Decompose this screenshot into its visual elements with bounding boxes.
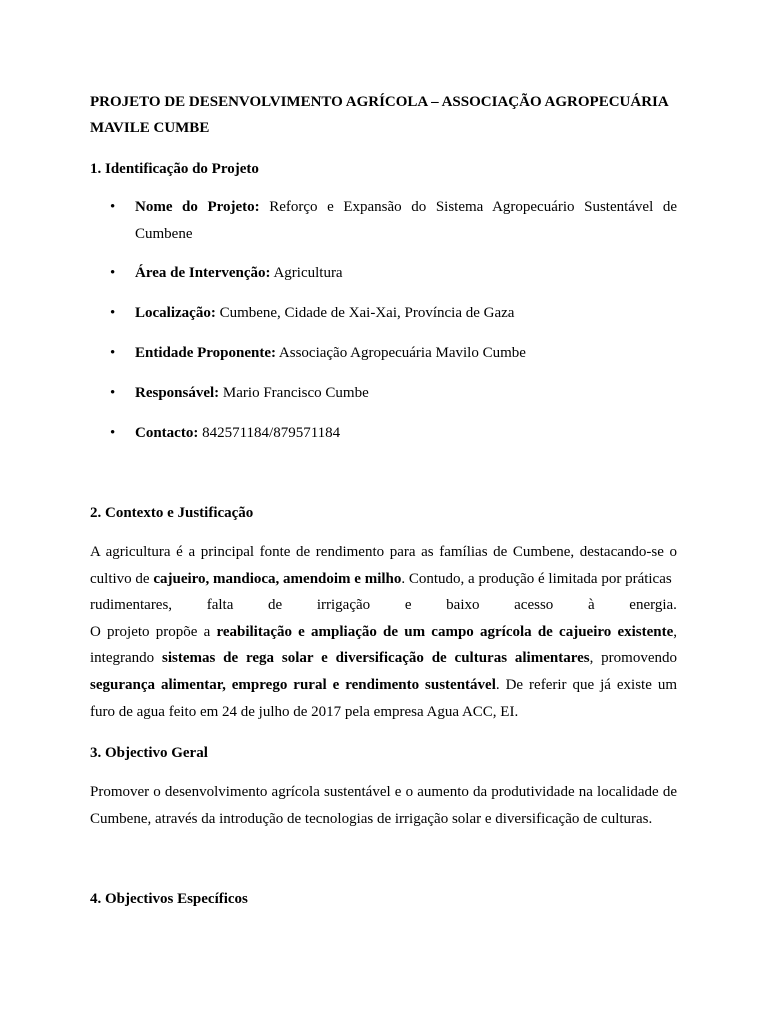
text-run: . De referir que já existe um furo de agua feito em 24 de julho de 2017 pela empresa Agua ACC, EI. [90, 676, 677, 720]
crops-emphasis: cajueiro, mandioca, amendoim e milho [153, 570, 402, 587]
item-label: Área de Intervenção: [135, 265, 271, 281]
text-run: , promovendo [589, 650, 677, 667]
emphasis: segurança alimentar, emprego rural e rendimento sustentável [90, 676, 496, 693]
objective-body [90, 779, 677, 832]
item-label: Contacto: [135, 425, 199, 441]
word: energia. [629, 597, 677, 614]
context-paragraph-1-last-line [90, 592, 677, 619]
word: e [404, 597, 412, 614]
document-title: PROJETO DE DESENVOLVIMENTO AGRÍCOLA – ASSOCIAÇÃO AGROPECUÁRIA MAVILE CUMBE [90, 94, 668, 136]
objective-paragraph: Promover o desenvolvimento agrícola sustentável e o aumento da produtividade na localidade de Cumbene, através da introdução de tecnologias de irrigação solar e diversificação de culturas. [90, 784, 677, 827]
item-value: Associação Agropecuária Mavilo Cumbe [275, 345, 526, 361]
item-value: Reforço e Expansão do Sistema Agropecuário Sustentável de Cumbene [135, 199, 677, 242]
item-label: Entidade Proponente: [135, 345, 276, 361]
context-paragraph-1 [90, 539, 677, 592]
item-value: Cumbene, Cidade de Xai-Xai, Província de Gaza [215, 305, 515, 321]
word: acesso [514, 597, 554, 614]
bullet-icon: • [110, 345, 116, 361]
section-4-heading: 4. Objectivos Específicos [90, 891, 248, 907]
emphasis: sistemas de rega solar e diversificação de culturas alimentares [161, 650, 590, 667]
section-1-heading: 1. Identificação do Projeto [90, 161, 259, 177]
bullet-icon: • [110, 199, 116, 215]
item-label: Nome do Projeto: [135, 199, 260, 215]
section-2-heading: 2. Contexto e Justificação [90, 505, 254, 521]
word: baixo [446, 597, 480, 614]
item-value: Mario Francisco Cumbe [219, 385, 369, 401]
text-run: A agricultura é a principal fonte de rendimento para as famílias de Cumbene, destacando-se o cultivo de [90, 544, 677, 587]
word: rudimentares, [90, 597, 173, 614]
section-3-heading: 3. Objectivo Geral [90, 745, 208, 761]
word: à [587, 597, 595, 614]
text-run: , integrando [90, 623, 678, 667]
bullet-icon: • [110, 265, 116, 281]
item-label: Localização: [135, 305, 216, 321]
item-value: Agricultura [270, 265, 343, 281]
item-value: 842571184/879571184 [198, 425, 341, 441]
bullet-icon: • [110, 385, 116, 401]
word: de [268, 597, 283, 614]
text-run: O projeto propõe a [90, 623, 217, 640]
context-body [90, 539, 677, 725]
text-run: . Contudo, a produção é limitada por práticas [401, 570, 672, 587]
emphasis: reabilitação e ampliação de um campo agrícola de cajueiro existente [216, 623, 674, 640]
bullet-icon: • [110, 425, 116, 441]
bullet-icon: • [110, 305, 116, 321]
word: irrigação [316, 597, 371, 614]
item-label: Responsável: [135, 385, 220, 401]
word: falta [206, 597, 234, 614]
context-paragraph-2 [90, 619, 677, 725]
